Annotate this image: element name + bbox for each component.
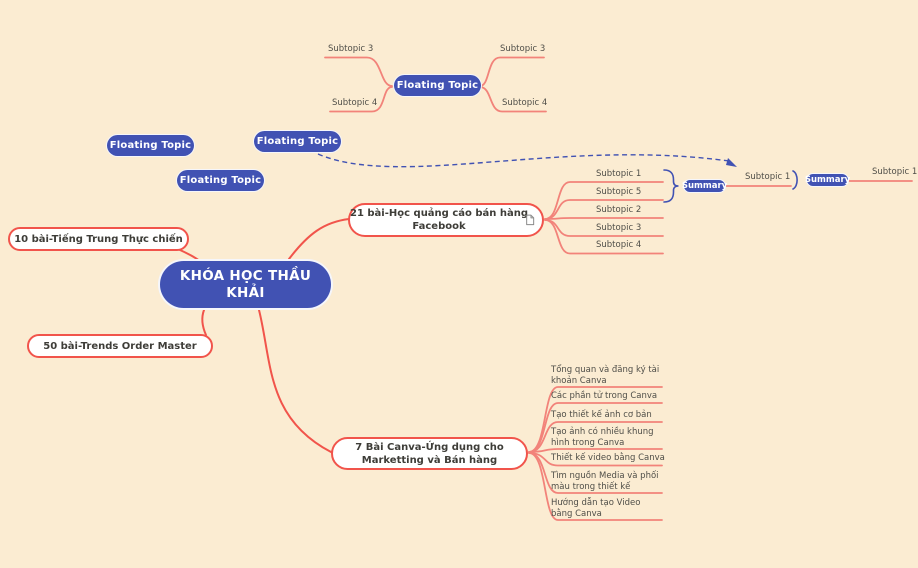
floating-topic-left-lower[interactable] xyxy=(176,169,265,192)
relationship-arrow xyxy=(318,154,737,167)
branch-label: 50 bài-Trends Order Master xyxy=(43,340,197,352)
branch-label: 10 bài-Tiếng Trung Thực chiến xyxy=(14,233,183,245)
note-icon[interactable] xyxy=(525,214,535,226)
canva-subtopic-6[interactable]: Tìm nguồn Media và phối màu trong thiết kế xyxy=(551,471,659,492)
floating-subtopic-left-3[interactable]: Subtopic 3 xyxy=(328,44,374,54)
summary-label: Summary xyxy=(804,175,851,185)
summary-badge-1[interactable] xyxy=(683,179,726,193)
canva-subtopic-3[interactable]: Tạo thiết kế ảnh cơ bản xyxy=(551,410,652,420)
canva-subtopic-7[interactable]: Hướng dẫn tạo Video bằng Canva xyxy=(551,498,641,519)
branch-trends-order[interactable] xyxy=(27,334,213,358)
summary-label: Summary xyxy=(681,181,728,191)
facebook-subtopic-4[interactable]: Subtopic 4 xyxy=(596,240,642,250)
branch-label: 21 bài-Học quảng cáo bán hàng Facebook xyxy=(350,208,528,232)
floating-topic-relationship-source[interactable] xyxy=(253,130,342,153)
floating-subtopic-right-3[interactable]: Subtopic 3 xyxy=(500,44,546,54)
branch-facebook[interactable] xyxy=(348,203,544,237)
floating-topic-label: Floating Topic xyxy=(109,140,192,151)
facebook-subtopic-5[interactable]: Subtopic 5 xyxy=(596,187,642,197)
floating-topic-left-upper[interactable] xyxy=(106,134,195,157)
floating-topic-label: Floating Topic xyxy=(256,136,339,147)
summary-badge-2[interactable] xyxy=(806,173,849,187)
floating-subtopic-left-4[interactable]: Subtopic 4 xyxy=(332,98,378,108)
facebook-subtopic-1[interactable]: Subtopic 1 xyxy=(596,169,642,179)
branch-canva[interactable] xyxy=(331,437,528,470)
canva-subtopic-1[interactable]: Tổng quan và đăng ký tài khoản Canva xyxy=(551,365,660,386)
branch-tieng-trung[interactable] xyxy=(8,227,189,251)
summary-topic-1[interactable]: Subtopic 1 xyxy=(745,172,791,182)
canva-subtopic-2[interactable]: Các phần tử trong Canva xyxy=(551,391,658,401)
floating-topic-label: Floating Topic xyxy=(179,175,262,186)
facebook-subtopic-2[interactable]: Subtopic 2 xyxy=(596,205,642,215)
facebook-subtopic-3[interactable]: Subtopic 3 xyxy=(596,223,642,233)
central-topic-label: KHÓA HỌC THẦU KHẢI xyxy=(179,267,312,301)
floating-topic-label: Floating Topic xyxy=(396,80,479,91)
canva-subtopic-4[interactable]: Tạo ảnh có nhiều khung hình trong Canva xyxy=(551,427,654,448)
canva-subtopic-5[interactable]: Thiết kế video bằng Canva xyxy=(551,453,665,463)
floating-subtopic-right-4[interactable]: Subtopic 4 xyxy=(502,98,548,108)
central-topic[interactable] xyxy=(158,259,333,310)
floating-topic-top[interactable] xyxy=(393,74,482,97)
branch-label: 7 Bài Canva-Ứng dụng cho Marketting và Bán hàng xyxy=(355,441,504,466)
summary-topic-2[interactable]: Subtopic 1 xyxy=(872,167,918,177)
